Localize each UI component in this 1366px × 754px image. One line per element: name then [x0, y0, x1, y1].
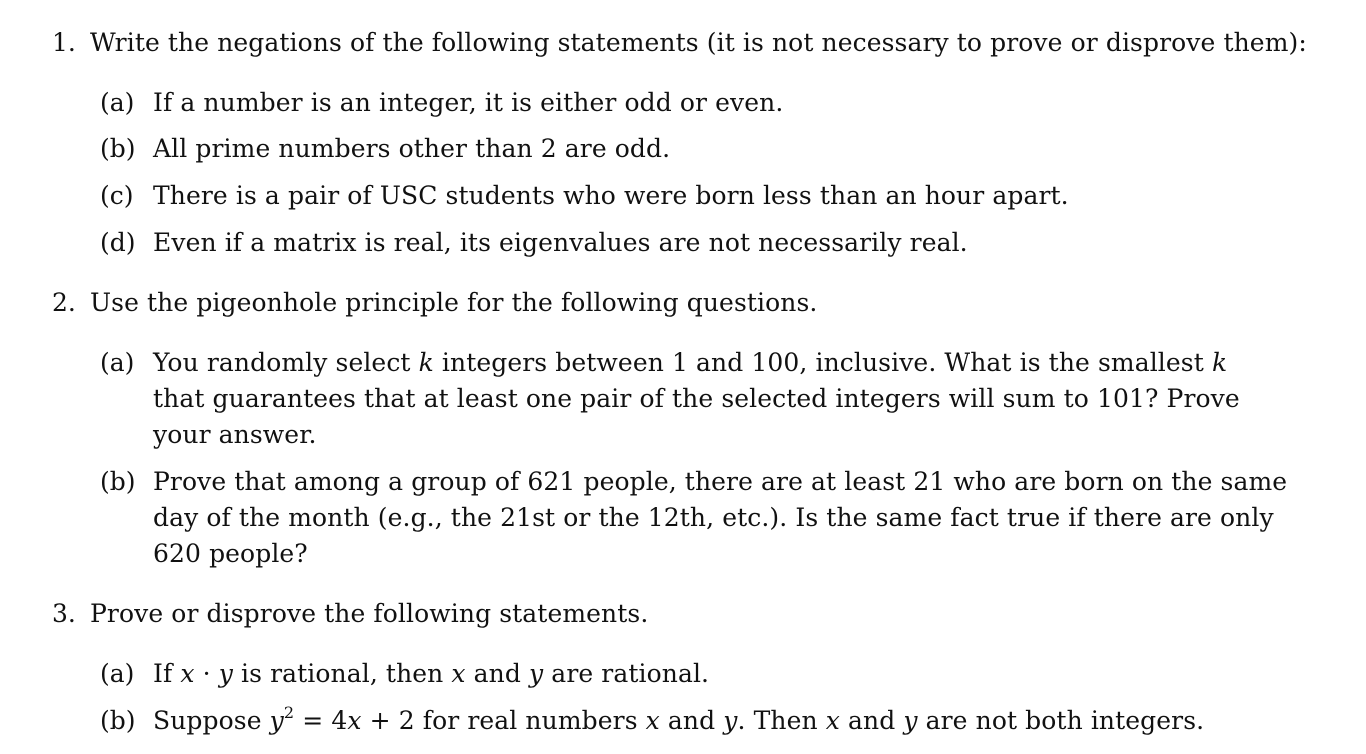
text-run: are not both integers. — [917, 706, 1205, 735]
math-variable: y — [269, 706, 284, 735]
text-run: is rational, then — [232, 659, 452, 688]
problem-3a-text — [153, 659, 709, 689]
math-variable: y — [218, 659, 233, 688]
math-variable: y — [529, 659, 544, 688]
math-variable: x — [451, 659, 466, 688]
text-run: = 4 — [294, 706, 348, 735]
text-run: and — [659, 706, 724, 735]
text-run: You randomly select — [153, 348, 419, 377]
text-run: integers between 1 and 100, inclusive. What is the smallest — [433, 348, 1212, 377]
problem-3b-text — [153, 702, 1205, 736]
problem-1-number: 1. — [52, 28, 76, 57]
problem-2a-line-3: your answer. — [153, 420, 317, 449]
problem-2a-line-1 — [153, 348, 1227, 378]
math-variable: y — [723, 706, 738, 735]
math-variable: x — [347, 706, 362, 735]
problem-1d-label: (d) — [100, 228, 136, 257]
problem-1b-text: All prime numbers other than 2 are odd. — [153, 134, 671, 163]
math-operator: · — [194, 659, 219, 688]
text-run: + 2 for real numbers — [361, 706, 646, 735]
problem-1a-text: If a number is an integer, it is either odd or even. — [153, 88, 784, 117]
problem-1b-label: (b) — [100, 134, 136, 163]
problem-2a-label: (a) — [100, 348, 135, 377]
problem-1-prompt: Write the negations of the following statements (it is not necessary to prove or disprove them): — [90, 28, 1307, 57]
math-variable: x — [645, 706, 660, 735]
text-run: . Then — [737, 706, 826, 735]
problem-1a-label: (a) — [100, 88, 135, 117]
math-variable: y — [903, 706, 918, 735]
problem-1c-text: There is a pair of USC students who were born less than an hour apart. — [153, 181, 1069, 210]
text-run: and — [839, 706, 904, 735]
problem-3b-label: (b) — [100, 706, 136, 735]
math-variable: x — [825, 706, 840, 735]
problem-1c-label: (c) — [100, 181, 134, 210]
problem-2b-line-1: Prove that among a group of 621 people, there are at least 21 who are born on the same — [153, 467, 1288, 496]
problem-2-number: 2. — [52, 288, 76, 317]
problem-3-number: 3. — [52, 599, 76, 628]
problem-2b-line-3: 620 people? — [153, 539, 308, 568]
problem-3a-label: (a) — [100, 659, 135, 688]
text-run: and — [465, 659, 530, 688]
math-variable: x — [180, 659, 195, 688]
problem-2b-label: (b) — [100, 467, 136, 496]
text-run: are rational. — [543, 659, 710, 688]
math-exponent: 2 — [283, 702, 295, 722]
problem-2a-line-2: that guarantees that at least one pair of the selected integers will sum to 101? Prove — [153, 384, 1240, 413]
text-run: If — [153, 659, 181, 688]
problem-2b-line-2: day of the month (e.g., the 21st or the 12th, etc.). Is the same fact true if there are only — [153, 503, 1274, 532]
math-variable: k — [1211, 348, 1228, 377]
problem-1d-text: Even if a matrix is real, its eigenvalues are not necessarily real. — [153, 228, 968, 257]
problem-2-prompt: Use the pigeonhole principle for the following questions. — [90, 288, 818, 317]
math-variable: k — [418, 348, 434, 377]
problem-3-prompt: Prove or disprove the following statements. — [90, 599, 649, 628]
text-run: Suppose — [153, 706, 270, 735]
